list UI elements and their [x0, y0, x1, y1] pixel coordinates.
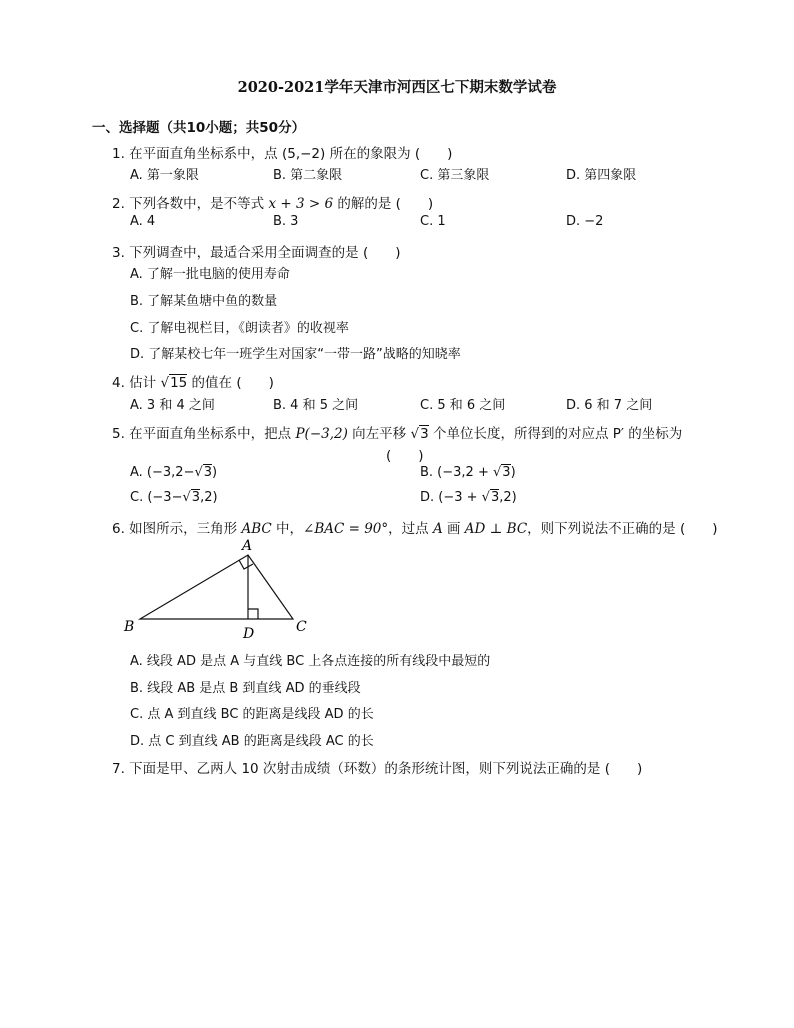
question-5-radicand: 3	[420, 426, 429, 442]
label-c: C	[296, 619, 307, 635]
question-2-inequality: x + 3 > 6	[268, 196, 334, 212]
question-2-stem	[112, 192, 433, 212]
option-a-prefix: A. (−3,2−	[130, 465, 195, 480]
question-4-radicand: 15	[170, 375, 188, 391]
question-6-option-c: C. 点 A 到直线 BC 的距离是线段 AD 的长	[130, 707, 374, 722]
triangle-figure	[118, 535, 318, 645]
question-6-stem	[112, 517, 717, 537]
question-2-option-d: D. −2	[566, 214, 604, 229]
sqrt-symbol: √	[410, 426, 420, 442]
question-1-option-c: C. 第三象限	[420, 168, 490, 183]
document-title: 2020-2021学年天津市河西区七下期末数学试卷	[237, 79, 557, 96]
option-d-suffix: ,2)	[499, 490, 517, 505]
sqrt-symbol: √	[492, 465, 502, 480]
triangle-abc	[140, 555, 293, 619]
question-3-option-d: D. 了解某校七年一班学生对国家“一带一路”战略的知晓率	[130, 347, 461, 362]
question-6-stem-prefix: 6. 如图所示，三角形	[112, 521, 242, 537]
question-6-triangle: ABC	[241, 521, 272, 537]
question-3-option-b: B. 了解某鱼塘中鱼的数量	[130, 294, 278, 309]
question-6-stem-mid2: ，过点	[388, 521, 433, 537]
question-6-stem-suffix: ，则下列说法不正确的是 ( )	[527, 521, 718, 537]
question-6-point-a: A	[432, 521, 443, 537]
question-1-stem: 1. 在平面直角坐标系中，点 (5,−2) 所在的象限为 ( )	[112, 146, 453, 162]
question-4-stem-prefix: 4. 估计	[112, 375, 161, 391]
label-d: D	[243, 626, 255, 642]
section-heading: 一、选择题（共10小题；共50分）	[92, 120, 306, 136]
question-5-answer-paren: ( )	[386, 448, 424, 464]
question-4-option-d: D. 6 和 7 之间	[566, 398, 653, 413]
question-2-option-b: B. 3	[273, 214, 299, 229]
question-6-option-a: A. 线段 AD 是点 A 与直线 BC 上各点连接的所有线段中最短的	[130, 654, 491, 669]
question-6-angle: ∠BAC = 90°	[303, 521, 389, 537]
question-4-stem	[112, 371, 274, 391]
question-1-option-d: D. 第四象限	[566, 168, 637, 183]
question-5-option-c	[130, 490, 218, 505]
option-b-radicand: 3	[502, 465, 511, 480]
question-5-option-b	[420, 465, 516, 480]
question-4-option-b: B. 4 和 5 之间	[273, 398, 359, 413]
question-4-option-c: C. 5 和 6 之间	[420, 398, 506, 413]
question-5-stem-mid: 向左平移	[347, 426, 411, 442]
question-5-stem-prefix: 5. 在平面直角坐标系中，把点	[112, 426, 296, 442]
label-b: B	[124, 619, 135, 635]
sqrt-symbol: √	[182, 490, 191, 505]
question-6-stem-mid: 中，	[271, 521, 304, 537]
question-2-stem-suffix: 的解的是 ( )	[333, 196, 434, 212]
question-6-perpendicular: AD ⊥ BC	[464, 521, 528, 537]
label-a: A	[242, 538, 253, 554]
sqrt-symbol: √	[160, 375, 170, 391]
question-5-stem-suffix: 个单位长度，所得到的对应点 P′ 的坐标为	[428, 426, 683, 442]
option-d-prefix: D. (−3 +	[420, 490, 482, 505]
option-c-prefix: C. (−3−	[130, 490, 183, 505]
question-4-option-a: A. 3 和 4 之间	[130, 398, 215, 413]
question-1-option-a: A. 第一象限	[130, 168, 199, 183]
question-4-stem-suffix: 的值在 ( )	[187, 375, 274, 391]
question-1-option-b: B. 第二象限	[273, 168, 343, 183]
question-7-stem: 7. 下面是甲、乙两人 10 次射击成绩（环数）的条形统计图，则下列说法正确的是 ( )	[112, 761, 643, 777]
question-2-option-a: A. 4	[130, 214, 156, 229]
question-6-option-b: B. 线段 AB 是点 B 到直线 AD 的垂线段	[130, 681, 361, 696]
question-2-stem-prefix: 2. 下列各数中，是不等式	[112, 196, 269, 212]
question-5-point: P(−3,2)	[295, 426, 348, 442]
right-angle-mark-a	[239, 560, 253, 569]
option-a-radicand: 3	[203, 465, 213, 480]
option-a-suffix: )	[212, 465, 218, 480]
option-d-radicand: 3	[490, 490, 500, 505]
option-c-suffix: ,2)	[200, 490, 218, 505]
question-6-stem-mid3: 画	[442, 521, 465, 537]
question-3-option-c: C. 了解电视栏目，《朗读者》的收视率	[130, 321, 349, 336]
sqrt-symbol: √	[194, 465, 203, 480]
question-3-stem: 3. 下列调查中，最适合采用全面调查的是 ( )	[112, 245, 401, 261]
question-5-stem	[112, 422, 682, 442]
option-c-radicand: 3	[191, 490, 201, 505]
sqrt-symbol: √	[481, 490, 490, 505]
option-b-prefix: B. (−3,2 +	[420, 465, 493, 480]
right-angle-mark-d	[248, 609, 258, 619]
question-5-option-a	[130, 465, 217, 480]
question-5-option-d	[420, 490, 517, 505]
question-2-option-c: C. 1	[420, 214, 446, 229]
option-b-suffix: )	[510, 465, 516, 480]
question-3-option-a: A. 了解一批电脑的使用寿命	[130, 267, 290, 282]
question-6-option-d: D. 点 C 到直线 AB 的距离是线段 AC 的长	[130, 734, 374, 749]
